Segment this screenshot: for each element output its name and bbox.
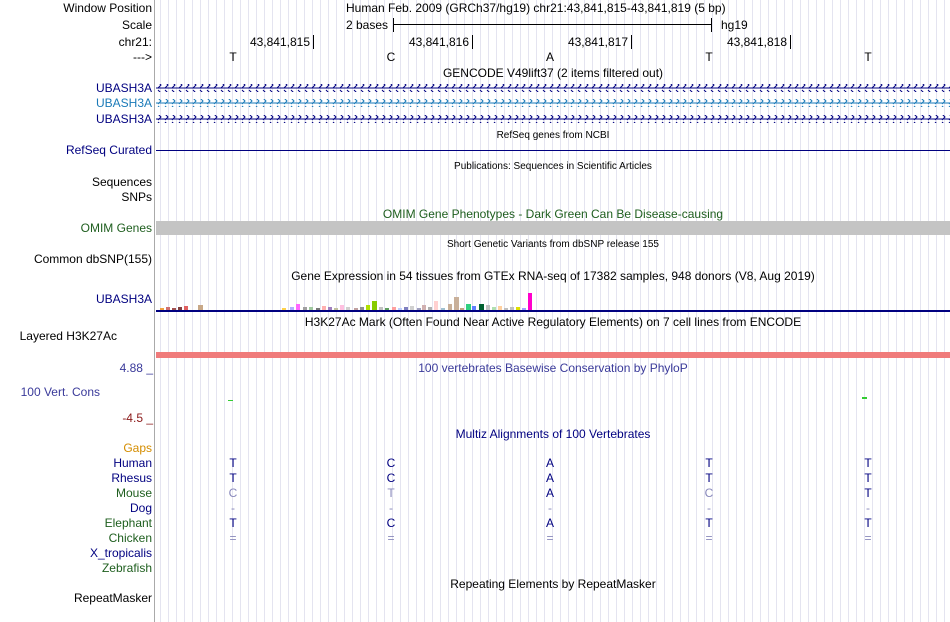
coordinate-label: 43,841,818 <box>726 35 787 49</box>
gencode-item-1-label[interactable]: UBASH3A <box>95 81 152 95</box>
scale-bar-left-tick <box>393 18 394 32</box>
phylop-label[interactable]: 100 Vert. Cons <box>20 385 100 399</box>
strand-label: ---> <box>133 50 152 64</box>
aligned-base: = <box>387 531 395 545</box>
position-text: Human Feb. 2009 (GRCh37/hg19) chr21:43,841,815-43,841,819 (5 bp) <box>346 1 726 15</box>
aligned-base: C <box>228 486 238 500</box>
species-label[interactable]: Chicken <box>108 531 152 545</box>
aligned-base: - <box>548 501 552 515</box>
assembly-label: hg19 <box>721 18 748 32</box>
coordinate-label: 43,841,817 <box>567 35 628 49</box>
chr-label: chr21: <box>118 35 152 49</box>
omim-feature-bar[interactable] <box>156 221 950 235</box>
omim-genes-label[interactable]: OMIM Genes <box>80 221 152 235</box>
repeatmasker-track-title[interactable]: Repeating Elements by RepeatMasker <box>450 577 656 591</box>
aligned-base: T <box>229 471 237 485</box>
coordinate-label: 43,841,815 <box>249 35 310 49</box>
omim-track-title[interactable]: OMIM Gene Phenotypes - Dark Green Can Be Disease-causing <box>382 207 724 221</box>
common-dbsnp-label[interactable]: Common dbSNP(155) <box>33 252 152 266</box>
aligned-base: = <box>864 531 872 545</box>
aligned-base: T <box>229 516 237 530</box>
species-label[interactable]: Dog <box>129 501 152 515</box>
aligned-base: - <box>389 501 393 515</box>
aligned-base: A <box>545 456 554 470</box>
aligned-base: T <box>229 456 237 470</box>
phylop-value-bar-5 <box>862 397 867 399</box>
species-label[interactable]: Human <box>113 456 152 470</box>
layered-h3k27ac-label[interactable]: Layered H3K27Ac <box>19 329 117 343</box>
species-label[interactable]: Elephant <box>104 516 152 530</box>
aligned-base: = <box>546 531 554 545</box>
phylop-value-bar-1 <box>228 400 233 401</box>
scale-label: Scale <box>121 18 152 32</box>
reference-base[interactable]: T <box>705 50 713 64</box>
gencode-item-3-label[interactable]: UBASH3A <box>95 112 152 126</box>
aligned-base: T <box>705 456 713 470</box>
reference-base[interactable]: C <box>386 50 396 64</box>
scale-bar <box>393 24 711 25</box>
reference-base[interactable]: A <box>545 50 554 64</box>
species-label[interactable]: X_tropicalis <box>89 546 152 560</box>
refseq-curated-label[interactable]: RefSeq Curated <box>65 143 152 157</box>
aligned-base: - <box>231 501 235 515</box>
gtex-expression-bars[interactable] <box>156 283 950 313</box>
aligned-base: A <box>545 516 554 530</box>
gencode-track-title[interactable]: GENCODE V49lift37 (2 items filtered out) <box>442 66 664 80</box>
label-separator <box>154 0 155 622</box>
aligned-base: C <box>386 516 396 530</box>
aligned-base: T <box>705 516 713 530</box>
coordinate-tick <box>472 35 473 49</box>
species-label[interactable]: Mouse <box>115 486 152 500</box>
aligned-base: - <box>707 501 711 515</box>
coordinate-tick <box>790 35 791 49</box>
h3k27ac-track-title[interactable]: H3K27Ac Mark (Often Found Near Active Regulatory Elements) on 7 cell lines from ENCODE <box>304 315 802 329</box>
aligned-base: - <box>866 501 870 515</box>
reference-base[interactable]: T <box>229 50 237 64</box>
gencode-item-2-label[interactable]: UBASH3A <box>95 96 152 110</box>
dbsnp-track-title[interactable]: Short Genetic Variants from dbSNP release 155 <box>447 239 659 250</box>
gaps-label[interactable]: Gaps <box>123 441 152 455</box>
species-label[interactable]: Rhesus <box>111 471 152 485</box>
refseq-track-title[interactable]: RefSeq genes from NCBI <box>496 130 610 141</box>
refseq-line[interactable] <box>156 150 950 151</box>
window-position-label: Window Position <box>63 1 152 15</box>
gtex-track-title[interactable]: Gene Expression in 54 tissues from GTEx RNA-seq of 17382 samples, 948 donors (V8, Aug 2019) <box>291 269 815 283</box>
aligned-base: T <box>705 471 713 485</box>
aligned-base: T <box>864 456 872 470</box>
phylop-min-value: -4.5 _ <box>122 411 153 425</box>
multiz-track-title[interactable]: Multiz Alignments of 100 Vertebrates <box>455 427 651 441</box>
aligned-base: C <box>386 456 396 470</box>
aligned-base: T <box>864 486 872 500</box>
repeatmasker-label[interactable]: RepeatMasker <box>73 591 152 605</box>
phylop-track-title[interactable]: 100 vertebrates Basewise Conservation by PhyloP <box>418 361 688 375</box>
phylop-max-value: 4.88 _ <box>119 361 153 375</box>
reference-base[interactable]: T <box>864 50 872 64</box>
aligned-base: A <box>545 486 554 500</box>
scale-bar-right-tick <box>711 18 712 32</box>
aligned-base: C <box>704 486 714 500</box>
aligned-base: T <box>387 486 395 500</box>
snps-label[interactable]: SNPs <box>121 190 152 204</box>
aligned-base: = <box>705 531 713 545</box>
coordinate-tick <box>313 35 314 49</box>
aligned-base: A <box>545 471 554 485</box>
coordinate-label: 43,841,816 <box>408 35 469 49</box>
aligned-base: = <box>229 531 237 545</box>
h3k27ac-signal[interactable] <box>156 352 950 358</box>
aligned-base: T <box>864 471 872 485</box>
aligned-base: T <box>864 516 872 530</box>
sequences-label[interactable]: Sequences <box>91 175 152 189</box>
gencode-transcripts[interactable] <box>156 81 950 127</box>
aligned-base: C <box>386 471 396 485</box>
publications-track-title[interactable]: Publications: Sequences in Scientific Articles <box>454 161 652 172</box>
scale-text: 2 bases <box>346 18 389 32</box>
species-label[interactable]: Zebrafish <box>101 561 152 575</box>
coordinate-tick <box>631 35 632 49</box>
gtex-gene-label[interactable]: UBASH3A <box>95 292 152 306</box>
